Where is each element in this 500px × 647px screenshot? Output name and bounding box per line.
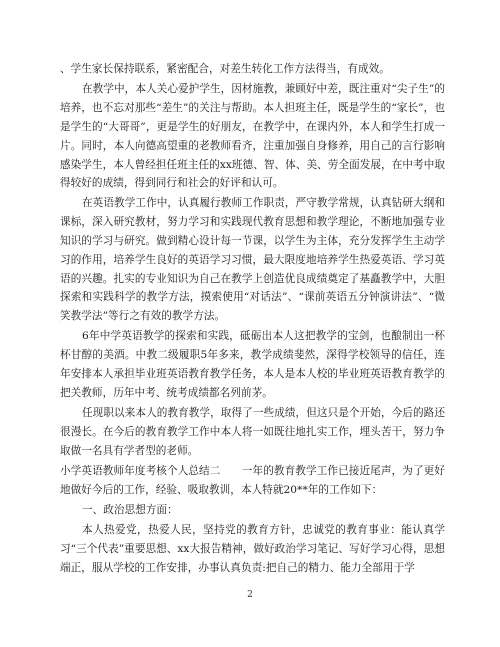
paragraph-1: 、学生家长保持联系，紧密配合，对差生转化工作方法得当，有成效。 xyxy=(60,63,390,75)
paragraph-4: 6年中学英语教学的探索和实践，砥砺出本人这把教学的宝剑，也酿制出一杯杯甘醇的美酒。中教二级履职5年多来，教学成绩斐然，深得学校领导的信任，连年安排本人承担毕业班英语教育教学任务，本人是本人校的毕业班英语教育教学的把关教师，历年中考、统考成绩都名列前茅。 xyxy=(60,330,445,399)
paragraph-6: 本人热爱党，热爱人民，坚持党的教育方针，忠诚党的教育事业：能认真学习“三个代表”重要思想、xx大报告精神，做好政治学习笔记、写好学习心得，思想端正，服从学校的工作安排，办事认真负责:把自己的精力、能力全部用于学 xyxy=(60,524,445,574)
section-heading: 一、政治思想方面： xyxy=(82,504,178,516)
paragraph-5: 任现职以来本人的教育教学，取得了一些成绩，但这只是个开始，今后的路还很漫长。在今后的教育教学工作中本人将一如既往地扎实工作，埋头苦干，努力争取做一名具有学者型的老师。 xyxy=(60,407,445,457)
paragraph-3: 在英语教学工作中，认真履行教师工作职责，严守教学常规，认真钻研大纲和课标，深入研究教材，努力学习和实践现代教育思想和教学理论，不断地加强专业知识的学习与研究。做到精心设计每一节课，以学生为主体，充分发挥学生主动学习的作用，培养学生良好的英语学习习惯，最大限度地培养学生热爱英语、学习英语的兴趣。扎实的专业知识为自己在教学上创造优良成绩奠定了基矗教学中，大胆探索和实践科学的教学方法，摸索使用“对话法”、“课前英语五分钟演讲法”、“微笑教学法”等行之有效的教学方法。 xyxy=(60,197,445,323)
section-intro-paragraph: 小学英语教师年度考核个人总结二 一年的教育教学工作已接近尾声，为了更好地做好今后的工作，经验、吸取教训，本人特就20**年的工作如下： xyxy=(60,465,445,496)
paragraph-2: 在教学中，本人关心爱护学生，因材施教，兼顾好中差，既注重对“尖子生”的培养，也不忘对那些“差生”的关注与帮助。本人担班主任，既是学生的“家长”，也是学生的“大哥哥”，更是学生的好朋友，在教学中，在课内外，本人和学生打成一片。同时，本人向德高望重的老教师看齐，注重加强自身修养，用自己的言行影响感染学生，本人曾经担任班主任的xx班德、智、体、美、劳全面发展，在中考中取得较好的成绩，得到同行和社会的好评和认可。 xyxy=(60,83,445,190)
page-number: 2 xyxy=(247,590,253,600)
